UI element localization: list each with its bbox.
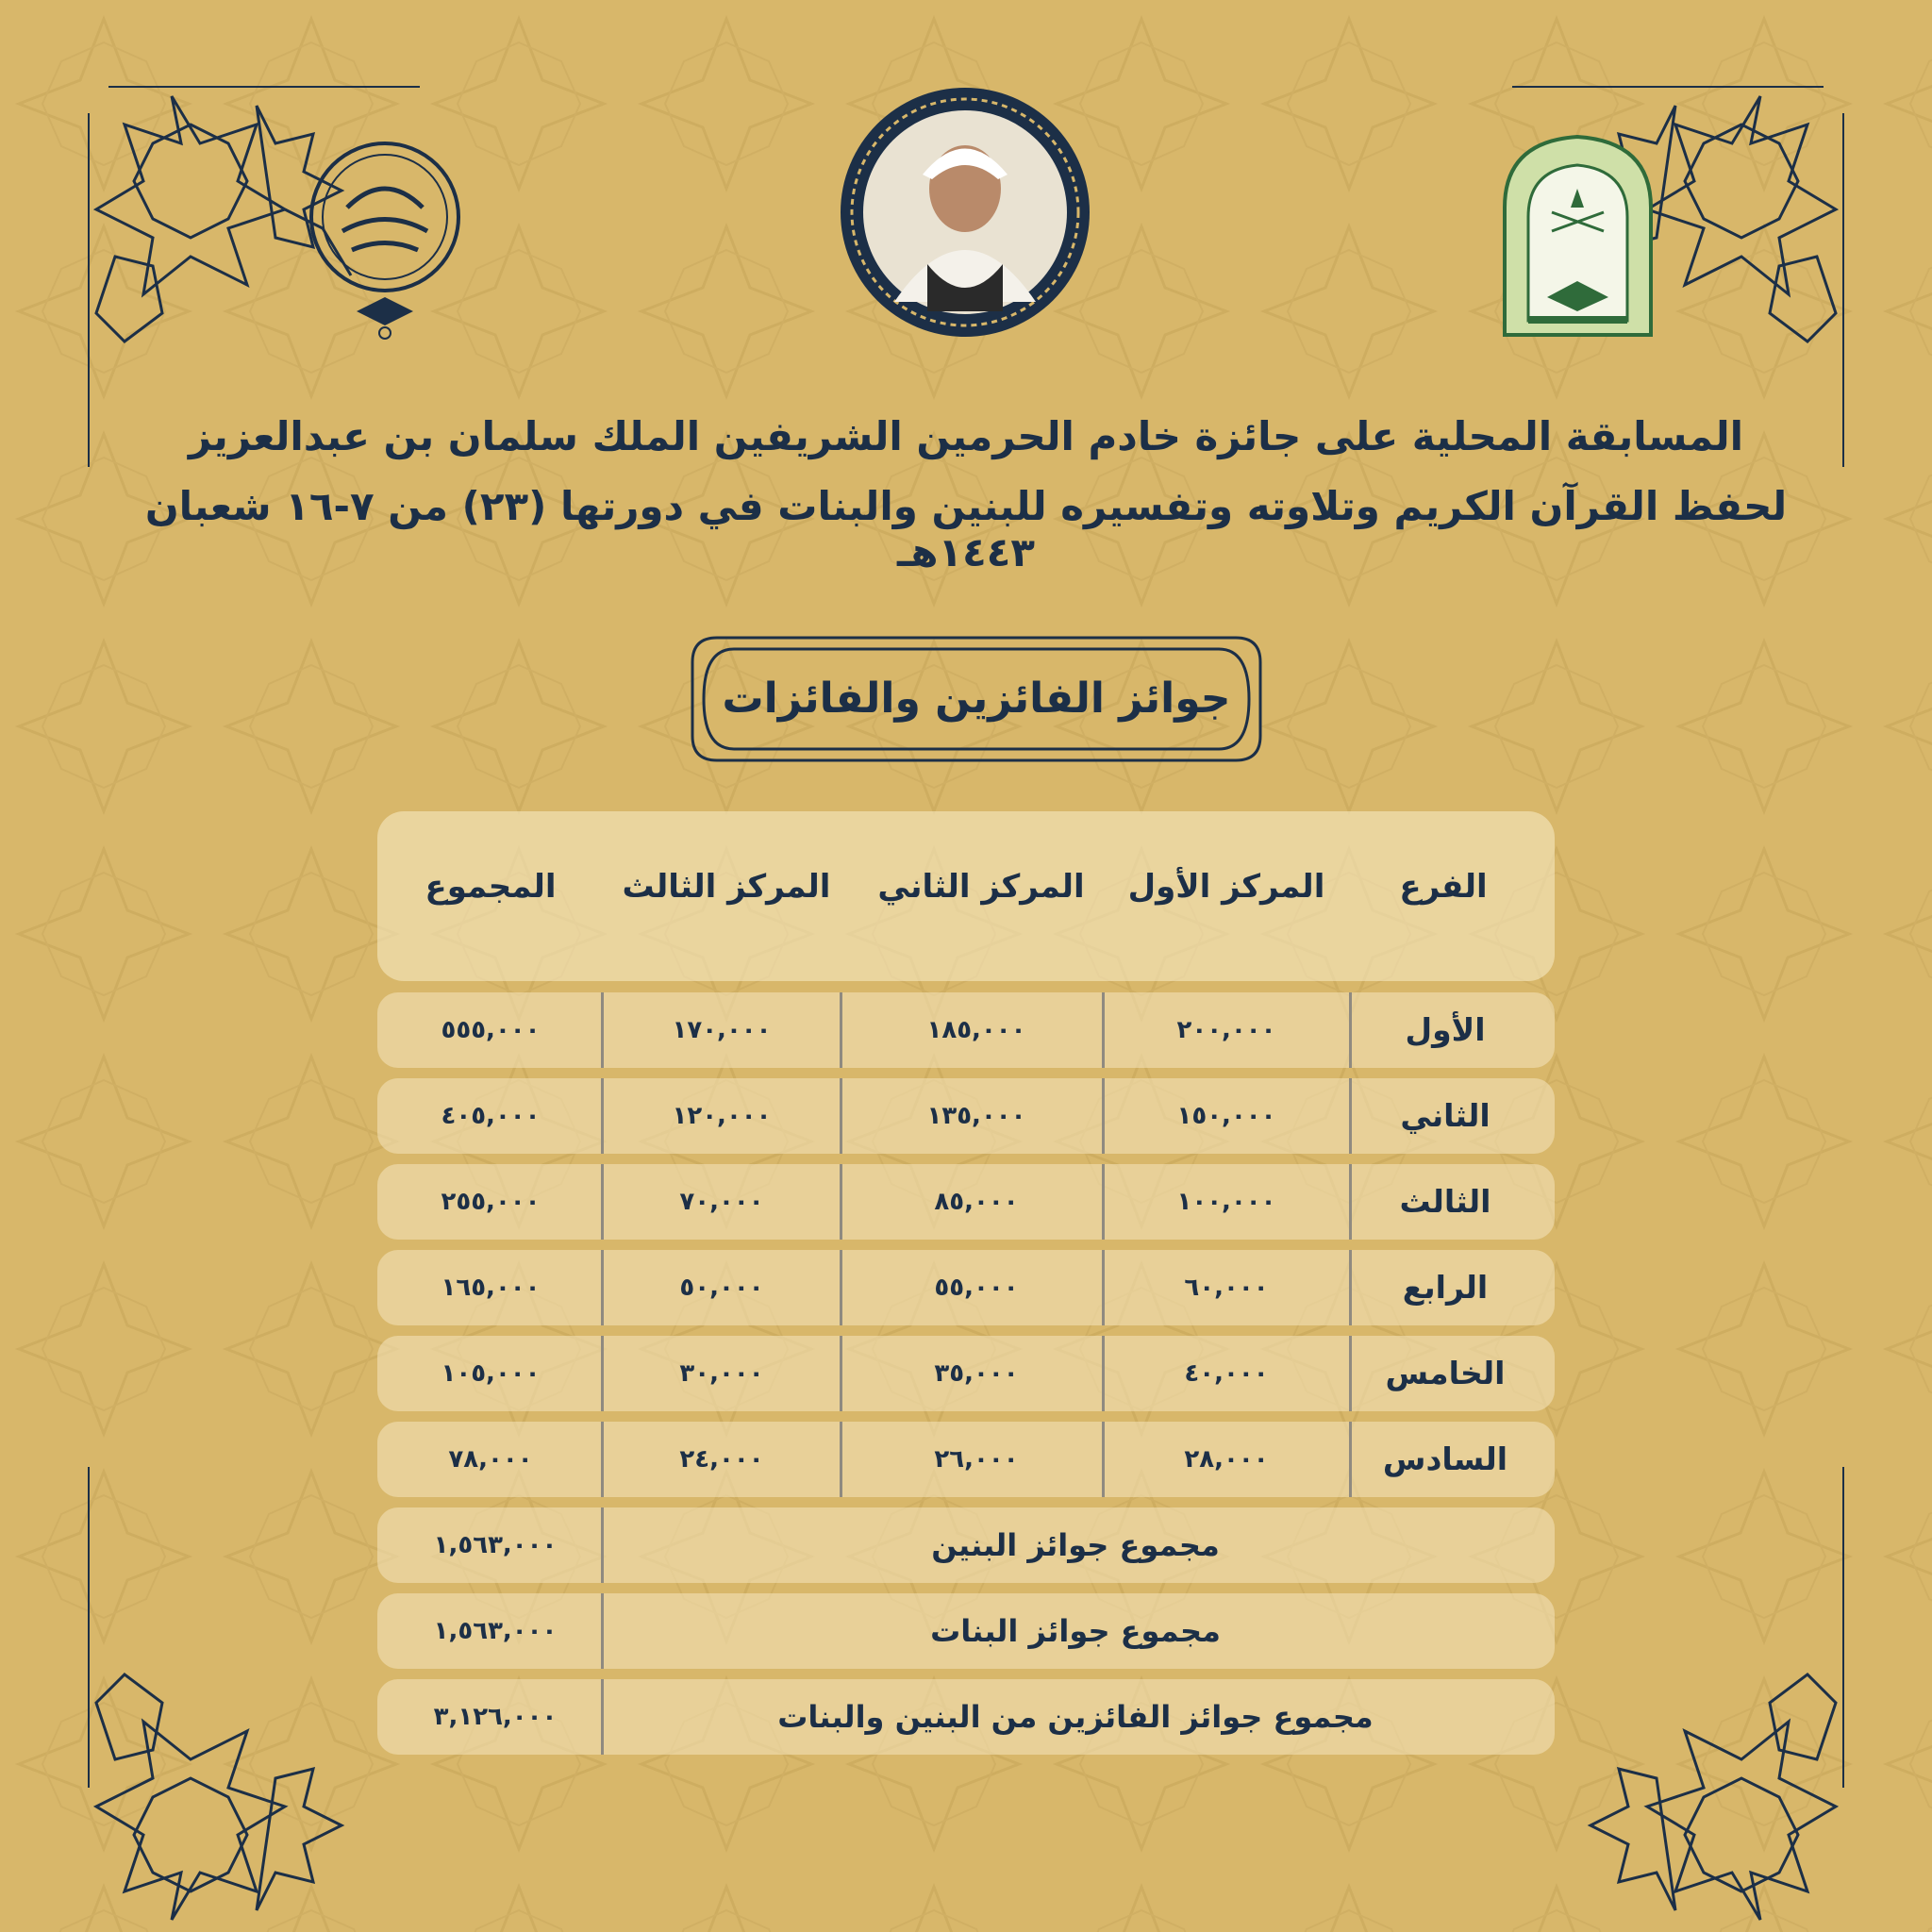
column-divider [601,1164,604,1240]
column-divider [1349,992,1352,1068]
cell-third: ١٧٠,٠٠٠ [672,1016,772,1044]
cell-second: ١٨٥,٠٠٠ [926,1016,1026,1044]
corner-ornament-bottom-right [1562,1627,1845,1929]
cell-second: ٣٥,٠٠٠ [934,1359,1019,1388]
column-divider [601,1078,604,1154]
cell-first: ٤٠,٠٠٠ [1184,1359,1269,1388]
column-divider [601,1336,604,1411]
cell-branch: السادس [1382,1441,1508,1477]
table-row [377,1164,1555,1240]
cell-third: ٧٠,٠٠٠ [679,1188,764,1216]
column-divider [1349,1078,1352,1154]
cell-first: ٦٠,٠٠٠ [1184,1274,1269,1302]
title-cartouche [689,634,1264,764]
cell-branch: الخامس [1385,1355,1506,1391]
summary-value: ١,٥٦٣,٠٠٠ [433,1617,558,1645]
summary-row-grand-total [377,1679,1555,1755]
portrait-medallion [838,85,1092,340]
column-divider [601,992,604,1068]
column-divider [1102,1422,1105,1497]
table-row [377,1250,1555,1325]
cell-second: ١٣٥,٠٠٠ [926,1102,1026,1130]
corner-ornament-bottom-left [87,1627,370,1929]
cell-total: ٢٥٥,٠٠٠ [441,1188,541,1216]
cell-total: ١٦٥,٠٠٠ [441,1274,541,1302]
headline-line-2: لحفظ القرآن الكريم وتلاوته وتفسيره للبنين والبنات في دورتها (٢٣) من ٧-١٦ شعبان ١٤٤٣هـ [144,483,1788,575]
table-row [377,992,1555,1068]
cell-branch: الأول [1405,1011,1486,1048]
header-second-place: المركز الثاني [877,868,1085,906]
cell-branch: الرابع [1402,1269,1489,1306]
column-divider [601,1679,604,1755]
column-divider [1102,1250,1105,1325]
column-divider [1102,1164,1105,1240]
summary-label: مجموع جوائز البنات [930,1613,1221,1649]
cell-total: ٥٥٥,٠٠٠ [441,1016,541,1044]
column-divider [1102,1078,1105,1154]
column-divider [840,1078,842,1154]
column-divider [1349,1250,1352,1325]
headline-line-1: المسابقة المحلية على جائزة خادم الحرمين الشريفين الملك سلمان بن عبدالعزيز [188,413,1744,459]
column-divider [601,1593,604,1669]
column-divider [1349,1164,1352,1240]
cell-total: ٤٠٥,٠٠٠ [441,1102,541,1130]
cell-second: ٥٥,٠٠٠ [934,1274,1019,1302]
column-divider [840,1336,842,1411]
cell-third: ٢٤,٠٠٠ [679,1445,764,1474]
table-row [377,1078,1555,1154]
summary-row-boys [377,1507,1555,1583]
header-total: المجموع [425,868,557,906]
cell-first: ١٠٠,٠٠٠ [1176,1188,1276,1216]
ministry-emblem-logo [1495,132,1660,340]
cell-branch: الثالث [1399,1183,1491,1220]
column-divider [1102,1336,1105,1411]
summary-value: ٣,١٢٦,٠٠٠ [433,1703,558,1731]
summary-value: ١,٥٦٣,٠٠٠ [433,1531,558,1559]
award-seal-logo [300,142,470,340]
column-divider [601,1250,604,1325]
column-divider [840,1164,842,1240]
cell-second: ٨٥,٠٠٠ [934,1188,1019,1216]
summary-row-girls [377,1593,1555,1669]
column-divider [1349,1336,1352,1411]
column-divider [601,1422,604,1497]
column-divider [840,1422,842,1497]
cell-first: ١٥٠,٠٠٠ [1176,1102,1276,1130]
table-header [377,811,1555,981]
cell-second: ٢٦,٠٠٠ [934,1445,1019,1474]
prizes-title: جوائز الفائزين والفائزات [722,675,1231,723]
column-divider [840,1250,842,1325]
cell-third: ٣٠,٠٠٠ [679,1359,764,1388]
column-divider [1349,1422,1352,1497]
column-divider [1102,992,1105,1068]
column-divider [840,992,842,1068]
cell-total: ١٠٥,٠٠٠ [441,1359,541,1388]
cell-third: ٥٠,٠٠٠ [679,1274,764,1302]
summary-label: مجموع جوائز الفائزين من البنين والبنات [777,1699,1374,1735]
column-divider [601,1507,604,1583]
cell-third: ١٢٠,٠٠٠ [672,1102,772,1130]
summary-label: مجموع جوائز البنين [931,1527,1220,1563]
cell-total: ٧٨,٠٠٠ [448,1445,533,1474]
table-row [377,1422,1555,1497]
cell-branch: الثاني [1400,1097,1491,1134]
cell-first: ٢٨,٠٠٠ [1184,1445,1269,1474]
header-first-place: المركز الأول [1127,868,1325,906]
table-row [377,1336,1555,1411]
header-branch: الفرع [1399,868,1488,906]
header-third-place: المركز الثالث [622,868,831,906]
cell-first: ٢٠٠,٠٠٠ [1176,1016,1276,1044]
